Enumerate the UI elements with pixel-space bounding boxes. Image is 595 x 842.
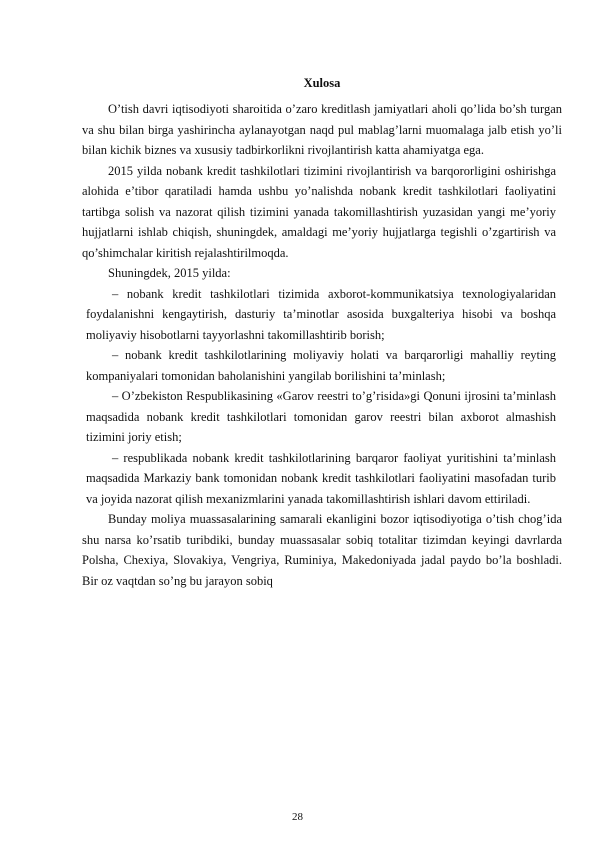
paragraph-intro: O’tish davri iqtisodiyoti sharoitida o’zaro kreditlash jamiyatlari aholi qo’lida bo’sh turgan va shu bilan birga yashirincha aylanayotgan naqd pul mablag’larni muomalaga jalb etish yo’li bilan kichik biznes va xususiy tadbirkorlikni rivojlantirish katta ahamiyatga ega. xyxy=(82,102,562,157)
paragraph-conclusion: Bunday moliya muassasalarining samarali ekanligini bozor iqtisodiyotiga o’tish chog’ida shu narsa ko’rsatib turibdiki, bunday muassasalar sobiq totalitar tizimdan keyingi davrlarda Polsha, Chexiya, Slovakiya, Vengriya, Ruminiya, Makedoniyada jadal paydo bo’la boshladi. Bir oz vaqtdan so’ng bu jarayon sobiq xyxy=(82,512,562,588)
document-page xyxy=(82,76,562,591)
paragraph-list-intro: Shuningdek, 2015 yilda: xyxy=(108,266,231,280)
page-number: 28 xyxy=(292,811,303,823)
paragraph-2015-plan: 2015 yilda nobank kredit tashkilotlari tizimini rivojlantirish va barqororligini oshirishga alohida e’tibor qaratiladi hamda ushbu yo’nalishda nobank kredit tashkilotlari faoliyatini tartibga solish va nazorat qilish tizimini yanada takomillashtirish yuzasidan yangi me’yoriy hujjatlarni ishlab chiqish, shuningdek, amaldagi me’yoriy hujjatlarga tegishli o’zgartirish va qo’shimchalar kiritish rejalashtirilmoqda. xyxy=(82,163,556,260)
list-item: – nobank kredit tashkilotlarining moliyaviy holati va barqarorligi mahalliy reyting kompaniyalari tomonidan baholanishini yangilab borilishini ta’minlash; xyxy=(86,348,556,383)
list-item: – nobank kredit tashkilotlari tizimida axborot-kommunikatsiya texnologiyalaridan foydalanishni kengaytirish, dasturiy ta’minotlar asosida buxgalteriya hisobi va boshqa moliyaviy hisobotlarni tayyorlashni takomillashtirib borish; xyxy=(86,286,556,342)
list-item: – O’zbekiston Respublikasining «Garov reestri to’g’risida»gi Qonuni ijrosini ta’minlash maqsadida nobank kredit tashkilotlari tomonidan garov reestri bilan axborot almashish tizimini joriy etish; xyxy=(86,389,556,444)
list-item: – respublikada nobank kredit tashkilotlarining barqaror faoliyat yuritishini ta’minlash maqsadida Markaziy bank tomonidan nobank kredit tashkilotlari faoliyatini masofadan turib va joyida nazorat qilish mexanizmlarini yanada takomillashtirish ishlari davom ettiriladi. xyxy=(86,450,556,506)
section-title: Xulosa xyxy=(303,76,341,90)
bullet-list xyxy=(86,284,556,510)
